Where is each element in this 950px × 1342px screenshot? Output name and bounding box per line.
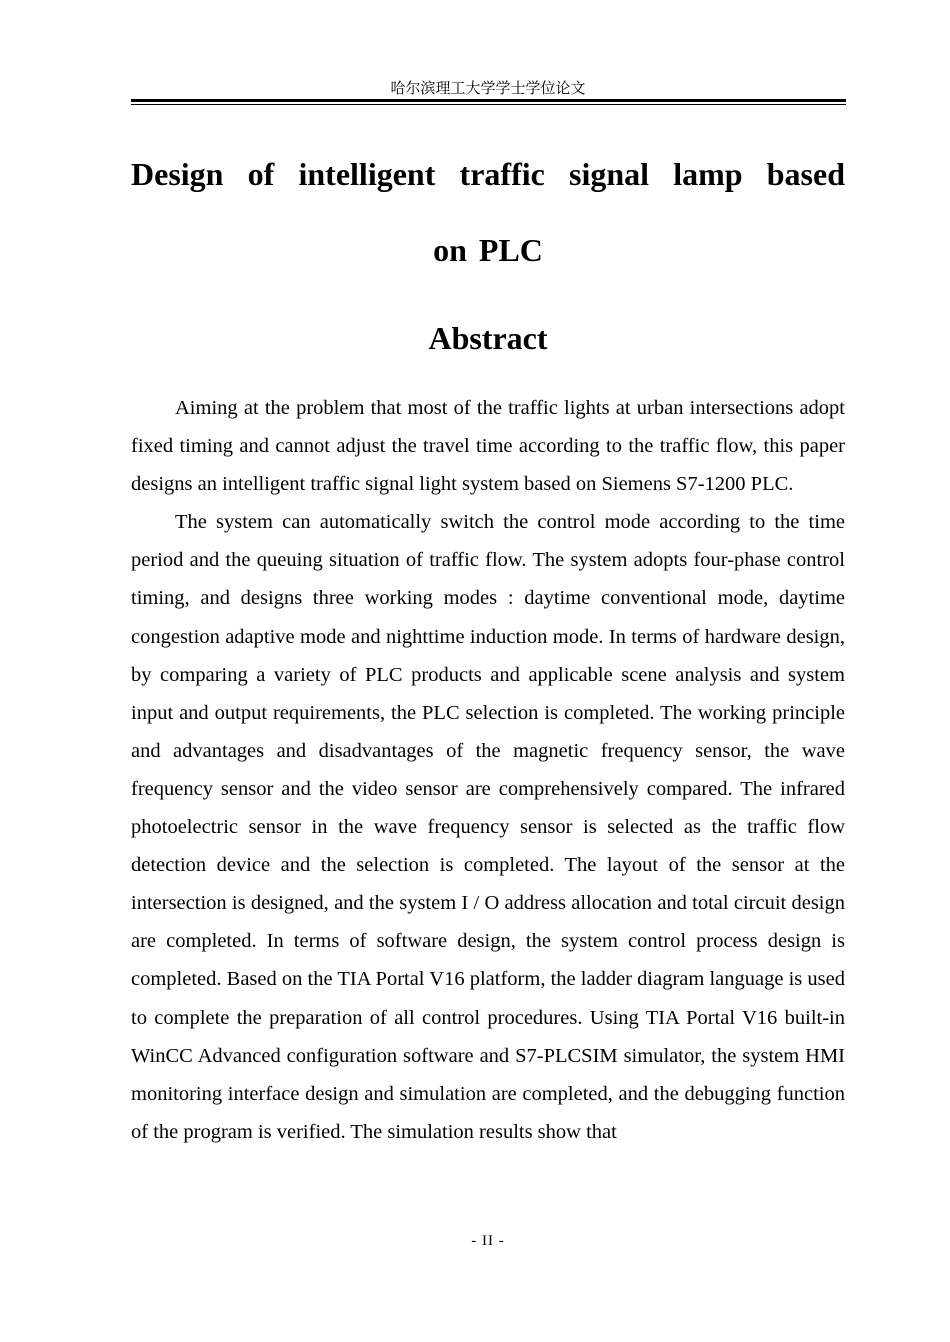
header-rule-thick bbox=[131, 99, 846, 102]
paper-title-line-2: on PLC bbox=[433, 232, 543, 268]
abstract-heading: Abstract bbox=[428, 320, 548, 356]
abstract-body bbox=[131, 389, 845, 1151]
header-rule-thin bbox=[131, 104, 846, 105]
running-header: 哈尔滨理工大学学士学位论文 bbox=[390, 79, 586, 97]
page-number: - II - bbox=[471, 1233, 505, 1249]
abstract-paragraph-2: The system can automatically switch the control mode according to the time period and the queuing situation of traffic flow. The system adopts four-phase control timing, and designs three working modes : daytime conventional mode, daytime congestion adaptive mode and nighttime induction mode. In terms of hardware design, by comparing a variety of PLC products and applicable scene analysis and system input and output requirements, the PLC selection is completed. The working principle and advantages and disadvantages of the magnetic frequency sensor, the wave frequency sensor and the video sensor are comprehensively compared. The infrared photoelectric sensor in the wave frequency sensor is selected as the traffic flow detection device and the selection is completed. The layout of the sensor at the intersection is designed, and the system I / O address allocation and total circuit design are completed. In terms of software design, the system control process design is completed. Based on the TIA Portal V16 platform, the ladder diagram language is used to complete the preparation of all control procedures. Using TIA Portal V16 built-in WinCC Advanced configuration software and S7-PLCSIM simulator, the system HMI monitoring interface design and simulation are completed, and the debugging function of the program is verified. The simulation results show that bbox=[131, 511, 845, 1143]
abstract-paragraph-1: Aiming at the problem that most of the traffic lights at urban intersections adopt fixed timing and cannot adjust the travel time according to the traffic flow, this paper designs an intelligent traffic signal light system based on Siemens S7-1200 PLC. bbox=[131, 397, 845, 496]
paper-title-line-1: Design of intelligent traffic signal lamp based bbox=[131, 156, 845, 192]
